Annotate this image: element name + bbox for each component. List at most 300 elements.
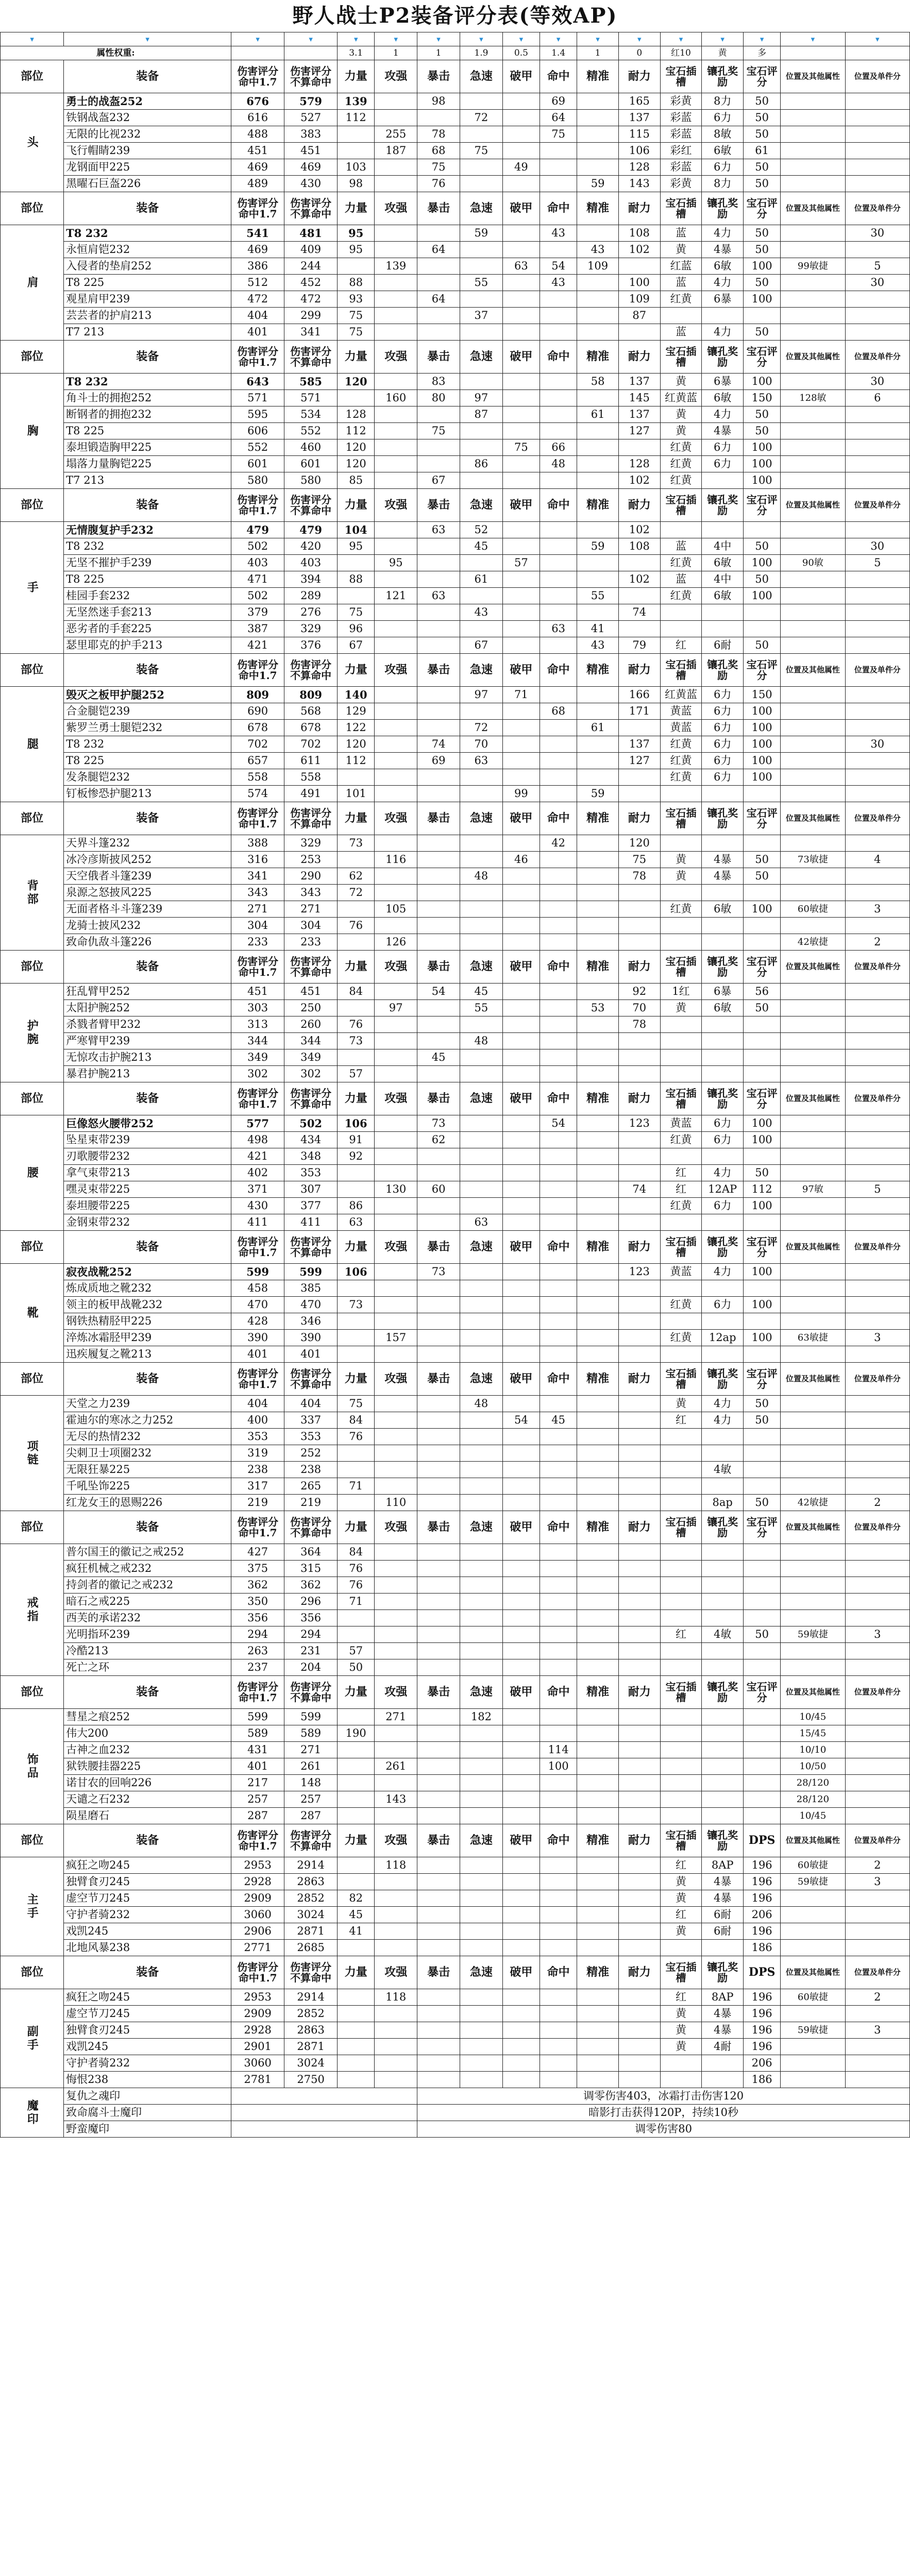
header-hit: 命中 xyxy=(540,1231,577,1264)
item-name: 古神之血232 xyxy=(64,1742,231,1758)
cell-expertise: 61 xyxy=(577,720,619,736)
cell-socket-bonus xyxy=(702,1478,744,1495)
cell-alt-stats xyxy=(781,2055,845,2072)
header-item: 装备 xyxy=(64,951,231,984)
header-hit: 命中 xyxy=(540,1082,577,1115)
header-stamina: 耐力 xyxy=(618,951,660,984)
cell-gem-slots xyxy=(660,1313,702,1330)
cell-haste xyxy=(460,2039,502,2055)
cell-haste xyxy=(460,1429,502,1445)
cell-strength xyxy=(338,1445,375,1462)
cell-crit xyxy=(417,1148,460,1165)
cell-expertise xyxy=(577,143,619,159)
cell-armor-pen xyxy=(502,885,540,901)
header-expertise: 精准 xyxy=(577,60,619,93)
cell-crit xyxy=(417,1643,460,1659)
header-stamina: 耐力 xyxy=(618,802,660,835)
cell-armor-pen xyxy=(502,2072,540,2088)
item-name: 拿气束带213 xyxy=(64,1165,231,1181)
cell-expertise xyxy=(577,604,619,621)
header-socket-bonus: 镶孔奖励 xyxy=(702,341,744,374)
cell-alt-stats xyxy=(781,1429,845,1445)
cell-strength xyxy=(338,1775,375,1791)
item-row xyxy=(1,1758,910,1775)
cell-unit-score: 2 xyxy=(845,1495,909,1511)
cell-attack-power xyxy=(375,1594,417,1610)
cell-score-nohit: 390 xyxy=(284,1330,338,1346)
cell-gem-slots: 红黄 xyxy=(660,439,702,456)
cell-alt-stats: 60敏捷 xyxy=(781,1857,845,1874)
cell-score-nohit: 329 xyxy=(284,621,338,637)
cell-score-hit17: 571 xyxy=(231,390,284,406)
item-row xyxy=(1,406,910,423)
header-stamina: 耐力 xyxy=(618,1363,660,1396)
cell-alt-stats xyxy=(781,1214,845,1231)
cell-crit: 83 xyxy=(417,374,460,390)
cell-unit-score: 30 xyxy=(845,374,909,390)
cell-expertise xyxy=(577,1115,619,1132)
filter-dropdown-icon[interactable]: ▾ xyxy=(231,32,284,46)
cell-gem-score xyxy=(744,1709,781,1725)
cell-gem-score: 100 xyxy=(744,555,781,571)
cell-attack-power xyxy=(375,1346,417,1363)
cell-score-nohit: 315 xyxy=(284,1561,338,1577)
cell-alt-stats xyxy=(781,456,845,472)
cell-gem-score xyxy=(744,1742,781,1758)
cell-socket-bonus: 8ap xyxy=(702,1495,744,1511)
cell-alt-stats xyxy=(781,406,845,423)
cell-score-nohit: 341 xyxy=(284,324,338,341)
item-row xyxy=(1,1544,910,1561)
cell-strength xyxy=(338,1857,375,1874)
header-gem-slots: 宝石插槽 xyxy=(660,341,702,374)
cell-hit xyxy=(540,1346,577,1363)
header-armor-pen: 破甲 xyxy=(502,489,540,522)
header-armor-pen: 破甲 xyxy=(502,1511,540,1544)
weight-value: 红10 xyxy=(660,46,702,60)
item-name: T8 225 xyxy=(64,753,231,769)
header-alt-stats: 位置及其他属性 xyxy=(781,60,845,93)
cell-alt-stats xyxy=(781,1594,845,1610)
filter-dropdown-icon[interactable]: ▾ xyxy=(460,32,502,46)
cell-score-nohit: 337 xyxy=(284,1412,338,1429)
filter-dropdown-icon[interactable]: ▾ xyxy=(284,32,338,46)
cell-expertise xyxy=(577,1989,619,2006)
cell-expertise xyxy=(577,275,619,291)
cell-unit-score xyxy=(845,1923,909,1940)
filter-dropdown-icon[interactable]: ▾ xyxy=(338,32,375,46)
cell-expertise xyxy=(577,1033,619,1049)
cell-gem-slots xyxy=(660,1478,702,1495)
cell-gem-slots xyxy=(660,1709,702,1725)
cell-attack-power xyxy=(375,1874,417,1890)
cell-gem-score: 100 xyxy=(744,1198,781,1214)
cell-gem-slots xyxy=(660,1940,702,1956)
cell-hit xyxy=(540,390,577,406)
header-item: 装备 xyxy=(64,341,231,374)
cell-attack-power xyxy=(375,637,417,654)
header-socket-bonus: 镶孔奖励 xyxy=(702,951,744,984)
cell-stamina xyxy=(618,1890,660,1907)
cell-expertise xyxy=(577,308,619,324)
cell-strength: 112 xyxy=(338,423,375,439)
cell-score-hit17: 263 xyxy=(231,1643,284,1659)
item-name: 芸芸者的护肩213 xyxy=(64,308,231,324)
filter-dropdown-icon[interactable]: ▾ xyxy=(702,32,744,46)
header-gem-score: 宝石评分 xyxy=(744,1676,781,1709)
cell-hit xyxy=(540,1445,577,1462)
item-row xyxy=(1,753,910,769)
cell-unit-score xyxy=(845,786,909,802)
weights-label: 属性权重: xyxy=(1,46,231,60)
header-attack-power: 攻强 xyxy=(375,802,417,835)
header-armor-pen: 破甲 xyxy=(502,1824,540,1857)
header-gem-score: 宝石评分 xyxy=(744,802,781,835)
cell-strength xyxy=(338,1495,375,1511)
cell-score-nohit: 257 xyxy=(284,1791,338,1808)
cell-attack-power xyxy=(375,703,417,720)
item-row xyxy=(1,2022,910,2039)
cell-expertise xyxy=(577,1495,619,1511)
cell-socket-bonus xyxy=(702,1429,744,1445)
cell-strength: 106 xyxy=(338,1264,375,1280)
cell-crit: 80 xyxy=(417,390,460,406)
cell-alt-stats: 59敏捷 xyxy=(781,1874,845,1890)
cell-alt-stats xyxy=(781,1643,845,1659)
cell-crit: 78 xyxy=(417,126,460,143)
cell-gem-slots: 红黄 xyxy=(660,736,702,753)
cell-score-nohit: 364 xyxy=(284,1544,338,1561)
header-part: 部位 xyxy=(1,1363,64,1396)
cell-alt-stats xyxy=(781,324,845,341)
cell-attack-power xyxy=(375,2022,417,2039)
cell-armor-pen xyxy=(502,1725,540,1742)
filter-dropdown-icon[interactable]: ▾ xyxy=(660,32,702,46)
cell-expertise xyxy=(577,918,619,934)
cell-gem-score: 150 xyxy=(744,390,781,406)
cell-stamina xyxy=(618,1643,660,1659)
cell-armor-pen xyxy=(502,291,540,308)
cell-attack-power xyxy=(375,324,417,341)
cell-gem-score: 100 xyxy=(744,1132,781,1148)
cell-armor-pen xyxy=(502,1165,540,1181)
cell-socket-bonus xyxy=(702,308,744,324)
item-name: 光明指环239 xyxy=(64,1626,231,1643)
weight-value: 1 xyxy=(577,46,619,60)
cell-gem-score xyxy=(744,1808,781,1824)
cell-attack-power xyxy=(375,1478,417,1495)
cell-score-hit17: 2771 xyxy=(231,1940,284,1956)
cell-gem-slots: 红 xyxy=(660,1989,702,2006)
item-name: 千吼坠饰225 xyxy=(64,1478,231,1495)
cell-haste xyxy=(460,1148,502,1165)
cell-haste: 43 xyxy=(460,604,502,621)
cell-armor-pen xyxy=(502,472,540,489)
item-row xyxy=(1,1297,910,1313)
cell-gem-slots: 红蓝 xyxy=(660,258,702,275)
cell-armor-pen xyxy=(502,604,540,621)
item-row xyxy=(1,1659,910,1676)
cell-unit-score xyxy=(845,1544,909,1561)
cell-gem-slots xyxy=(660,1429,702,1445)
cell-strength: 122 xyxy=(338,720,375,736)
cell-unit-score xyxy=(845,1742,909,1758)
header-crit: 暴击 xyxy=(417,1676,460,1709)
part-label: 胸 xyxy=(1,374,64,489)
cell-stamina xyxy=(618,1577,660,1594)
item-row xyxy=(1,555,910,571)
cell-attack-power xyxy=(375,1626,417,1643)
cell-socket-bonus: 6敏 xyxy=(702,390,744,406)
cell-alt-stats xyxy=(781,275,845,291)
header-hit: 命中 xyxy=(540,1824,577,1857)
cell-gem-slots xyxy=(660,934,702,951)
cell-strength: 95 xyxy=(338,242,375,258)
header-gem-slots: 宝石插槽 xyxy=(660,1676,702,1709)
cell-socket-bonus xyxy=(702,1016,744,1033)
cell-hit xyxy=(540,852,577,868)
item-name: 死亡之环 xyxy=(64,1659,231,1676)
cell-attack-power xyxy=(375,1725,417,1742)
header-unit-score: 位置及单件分 xyxy=(845,1231,909,1264)
cell-gem-slots: 蓝 xyxy=(660,275,702,291)
item-row xyxy=(1,1495,910,1511)
weight-value: 1.4 xyxy=(540,46,577,60)
header-attack-power: 攻强 xyxy=(375,1676,417,1709)
cell-crit xyxy=(417,1610,460,1626)
cell-alt-stats xyxy=(781,1016,845,1033)
cell-hit xyxy=(540,538,577,555)
cell-attack-power xyxy=(375,374,417,390)
item-name: 无尽的热情232 xyxy=(64,1429,231,1445)
cell-stamina xyxy=(618,769,660,786)
cell-haste xyxy=(460,1643,502,1659)
cell-armor-pen xyxy=(502,1214,540,1231)
item-name: 紫罗兰勇士腿铠232 xyxy=(64,720,231,736)
cell-expertise xyxy=(577,1610,619,1626)
cell-gem-score: 50 xyxy=(744,1165,781,1181)
header-score-hit17: 伤害评分命中1.7 xyxy=(231,1231,284,1264)
cell-score-hit17: 356 xyxy=(231,1610,284,1626)
header-score-nohit: 伤害评分不算命中 xyxy=(284,192,338,225)
cell-gem-slots xyxy=(660,1066,702,1082)
cell-attack-power xyxy=(375,456,417,472)
cell-attack-power xyxy=(375,242,417,258)
cell-hit xyxy=(540,720,577,736)
filter-dropdown-icon[interactable]: ▾ xyxy=(540,32,577,46)
header-hit: 命中 xyxy=(540,1511,577,1544)
cell-socket-bonus xyxy=(702,522,744,538)
cell-armor-pen xyxy=(502,1626,540,1643)
cell-crit xyxy=(417,2022,460,2039)
header-score-nohit: 伤害评分不算命中 xyxy=(284,1956,338,1989)
filter-dropdown-icon[interactable]: ▾ xyxy=(781,32,845,46)
cell-score-nohit: 394 xyxy=(284,571,338,588)
cell-socket-bonus: 6敏 xyxy=(702,143,744,159)
cell-attack-power xyxy=(375,1577,417,1594)
cell-hit xyxy=(540,1478,577,1495)
cell-expertise xyxy=(577,1907,619,1923)
cell-alt-stats xyxy=(781,885,845,901)
cell-alt-stats: 10/45 xyxy=(781,1808,845,1824)
header-haste: 急速 xyxy=(460,951,502,984)
filter-dropdown-icon[interactable]: ▾ xyxy=(502,32,540,46)
cell-score-hit17: 404 xyxy=(231,1396,284,1412)
item-name: 陨星磨石 xyxy=(64,1808,231,1824)
cell-unit-score xyxy=(845,571,909,588)
cell-stamina xyxy=(618,885,660,901)
cell-gem-slots xyxy=(660,1643,702,1659)
cell-score-nohit: 558 xyxy=(284,769,338,786)
cell-strength xyxy=(338,1280,375,1297)
enchant-name: 野蛮魔印 xyxy=(64,2121,231,2138)
cell-crit xyxy=(417,1033,460,1049)
cell-socket-bonus: 12AP xyxy=(702,1181,744,1198)
cell-expertise xyxy=(577,1412,619,1429)
item-row xyxy=(1,324,910,341)
item-name: 冷酷213 xyxy=(64,1643,231,1659)
cell-socket-bonus: 4暴 xyxy=(702,2006,744,2022)
header-gem-score: 宝石评分 xyxy=(744,654,781,687)
item-name: 无坚然迷手套213 xyxy=(64,604,231,621)
cell-score-hit17: 451 xyxy=(231,984,284,1000)
item-row xyxy=(1,308,910,324)
cell-gem-slots xyxy=(660,1495,702,1511)
part-label: 背部 xyxy=(1,835,64,951)
cell-armor-pen xyxy=(502,1758,540,1775)
cell-expertise xyxy=(577,769,619,786)
cell-socket-bonus xyxy=(702,934,744,951)
cell-unit-score xyxy=(845,1066,909,1082)
cell-attack-power xyxy=(375,1907,417,1923)
item-name: 断钢者的拥抱232 xyxy=(64,406,231,423)
filter-dropdown-icon[interactable]: ▾ xyxy=(375,32,417,46)
cell-gem-slots: 黄蓝 xyxy=(660,1115,702,1132)
cell-score-nohit: 481 xyxy=(284,225,338,242)
header-item: 装备 xyxy=(64,192,231,225)
header-unit-score: 位置及单件分 xyxy=(845,1824,909,1857)
cell-strength xyxy=(338,2006,375,2022)
cell-gem-score xyxy=(744,308,781,324)
cell-score-hit17: 2781 xyxy=(231,2072,284,2088)
header-haste: 急速 xyxy=(460,489,502,522)
cell-hit xyxy=(540,1000,577,1016)
header-armor-pen: 破甲 xyxy=(502,1231,540,1264)
item-name: 无限的比视232 xyxy=(64,126,231,143)
cell-haste xyxy=(460,1923,502,1940)
header-score-nohit: 伤害评分不算命中 xyxy=(284,654,338,687)
filter-dropdown-icon[interactable]: ▾ xyxy=(64,32,231,46)
cell-score-nohit: 219 xyxy=(284,1495,338,1511)
cell-expertise xyxy=(577,868,619,885)
cell-hit xyxy=(540,1181,577,1198)
cell-armor-pen xyxy=(502,390,540,406)
cell-attack-power xyxy=(375,1659,417,1676)
cell-hit xyxy=(540,934,577,951)
item-name: T8 232 xyxy=(64,736,231,753)
cell-hit xyxy=(540,176,577,192)
cell-alt-stats xyxy=(781,2006,845,2022)
cell-armor-pen: 46 xyxy=(502,852,540,868)
filter-dropdown-icon[interactable]: ▾ xyxy=(744,32,781,46)
item-name: 泉源之怒披风225 xyxy=(64,885,231,901)
header-gem-score: 宝石评分 xyxy=(744,1231,781,1264)
cell-alt-stats xyxy=(781,1264,845,1280)
cell-attack-power xyxy=(375,1313,417,1330)
cell-alt-stats xyxy=(781,291,845,308)
item-name: 杀戮者臂甲232 xyxy=(64,1016,231,1033)
cell-score-hit17: 502 xyxy=(231,588,284,604)
header-item: 装备 xyxy=(64,1082,231,1115)
cell-unit-score xyxy=(845,308,909,324)
enchant-blank xyxy=(231,2105,417,2121)
cell-haste xyxy=(460,1066,502,1082)
header-socket-bonus: 镶孔奖励 xyxy=(702,654,744,687)
cell-alt-stats: 10/10 xyxy=(781,1742,845,1758)
cell-haste: 97 xyxy=(460,390,502,406)
cell-score-nohit: 678 xyxy=(284,720,338,736)
cell-score-nohit: 238 xyxy=(284,1462,338,1478)
cell-hit xyxy=(540,604,577,621)
cell-gem-slots xyxy=(660,1742,702,1758)
cell-stamina xyxy=(618,1561,660,1577)
item-row xyxy=(1,1346,910,1363)
cell-stamina xyxy=(618,1725,660,1742)
cell-armor-pen xyxy=(502,2022,540,2039)
cell-score-hit17: 219 xyxy=(231,1495,284,1511)
cell-unit-score xyxy=(845,637,909,654)
cell-score-nohit: 599 xyxy=(284,1264,338,1280)
item-name: T8 225 xyxy=(64,275,231,291)
filter-dropdown-icon[interactable]: ▾ xyxy=(845,32,909,46)
header-haste: 急速 xyxy=(460,341,502,374)
item-name: 坠星束带239 xyxy=(64,1132,231,1148)
header-socket-bonus: 镶孔奖励 xyxy=(702,1824,744,1857)
cell-attack-power xyxy=(375,275,417,291)
cell-score-nohit: 469 xyxy=(284,159,338,176)
cell-haste: 45 xyxy=(460,984,502,1000)
cell-gem-score: 196 xyxy=(744,2006,781,2022)
cell-hit: 68 xyxy=(540,703,577,720)
cell-armor-pen xyxy=(502,918,540,934)
header-gem-slots: 宝石插槽 xyxy=(660,1511,702,1544)
cell-score-nohit: 404 xyxy=(284,1396,338,1412)
cell-attack-power xyxy=(375,522,417,538)
cell-strength: 104 xyxy=(338,522,375,538)
cell-stamina: 74 xyxy=(618,1181,660,1198)
filter-dropdown-icon[interactable]: ▾ xyxy=(417,32,460,46)
header-item: 装备 xyxy=(64,1956,231,1989)
header-score-hit17: 伤害评分命中1.7 xyxy=(231,192,284,225)
cell-gem-slots xyxy=(660,1214,702,1231)
filter-dropdown-icon[interactable]: ▾ xyxy=(618,32,660,46)
cell-armor-pen xyxy=(502,93,540,110)
filter-dropdown-icon[interactable]: ▾ xyxy=(1,32,64,46)
cell-haste xyxy=(460,1874,502,1890)
cell-attack-power xyxy=(375,2006,417,2022)
cell-armor-pen xyxy=(502,1808,540,1824)
cell-attack-power xyxy=(375,176,417,192)
cell-gem-score xyxy=(744,1148,781,1165)
cell-haste xyxy=(460,2022,502,2039)
item-name: 入侵者的垫肩252 xyxy=(64,258,231,275)
item-row xyxy=(1,143,910,159)
cell-alt-stats xyxy=(781,1165,845,1181)
filter-dropdown-icon[interactable]: ▾ xyxy=(577,32,619,46)
cell-haste xyxy=(460,1544,502,1561)
cell-expertise xyxy=(577,1594,619,1610)
cell-stamina xyxy=(618,1857,660,1874)
